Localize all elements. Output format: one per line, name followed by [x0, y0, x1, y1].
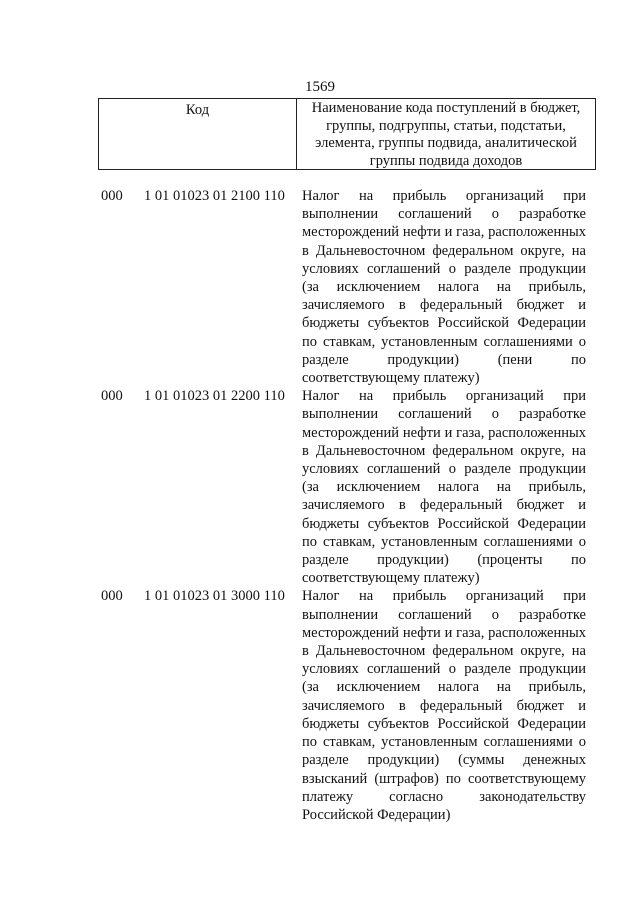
revenue-code: 1 01 01023 01 3000 110 — [144, 588, 285, 605]
header-name-line: Наименование кода поступлений в бюджет, — [311, 100, 581, 116]
description-line: зачисляемого в федеральный бюджет и — [302, 697, 586, 714]
description-line: платежу согласно законодательству — [302, 788, 586, 805]
header-name-line: элемента, группы подвида, аналитической — [315, 135, 577, 151]
header-name-label — [297, 99, 595, 169]
description-line: по ставкам, установленным соглашениями о — [302, 333, 586, 350]
description-line: бюджеты субъектов Российской Федерации — [302, 515, 586, 532]
description-line: соответствующему платежу) — [302, 370, 480, 387]
description-line: (за исключением налога на прибыль, — [302, 479, 586, 496]
description-line: (за исключением налога на прибыль, — [302, 279, 586, 296]
admin-code: 000 — [101, 388, 123, 405]
description-line: Налог на прибыль организаций при — [302, 588, 586, 605]
page-number: 1569 — [305, 79, 335, 95]
description-line: Налог на прибыль организаций при — [302, 188, 586, 204]
description-line: соответствующему платежу) — [302, 570, 480, 587]
description-line: выполнении соглашений о разработке — [302, 206, 586, 223]
revenue-description — [302, 587, 586, 824]
revenue-code: 1 01 01023 01 2100 110 — [144, 188, 285, 204]
header-name-line: группы подвида доходов — [369, 152, 523, 169]
description-line: бюджеты субъектов Российской Федерации — [302, 315, 586, 332]
description-line: зачисляемого в федеральный бюджет и — [302, 497, 586, 514]
description-line: условиях соглашений о разделе продукции — [302, 661, 586, 678]
code-rows — [0, 187, 640, 824]
description-line: Налог на прибыль организаций при — [302, 388, 586, 405]
description-line: месторождений нефти и газа, расположенных — [302, 224, 586, 241]
description-line: в Дальневосточном федеральном округе, на — [302, 643, 586, 660]
table-header — [98, 98, 596, 170]
description-line: условиях соглашений о разделе продукции — [302, 260, 586, 277]
header-code-label: Код — [99, 99, 297, 169]
table-row — [0, 387, 640, 587]
revenue-description — [302, 187, 586, 387]
header-name-line: группы, подгруппы, статьи, подстатьи, — [326, 117, 566, 134]
description-line: по ставкам, установленным соглашениями о — [302, 533, 586, 550]
description-line: выполнении соглашений о разработке — [302, 406, 586, 423]
admin-code: 000 — [101, 588, 123, 605]
description-line: в Дальневосточном федеральном округе, на — [302, 442, 586, 459]
description-line: месторождений нефти и газа, расположенных — [302, 624, 586, 641]
description-line: зачисляемого в федеральный бюджет и — [302, 297, 586, 314]
revenue-description — [302, 387, 586, 587]
description-line: Российской Федерации) — [302, 806, 451, 823]
revenue-code: 1 01 01023 01 2200 110 — [144, 388, 285, 405]
description-line: взысканий (штрафов) по соответствующему — [302, 770, 586, 787]
description-line: разделе продукции) (пени по — [302, 351, 586, 368]
table-row — [0, 187, 640, 387]
admin-code: 000 — [101, 188, 123, 204]
description-line: месторождений нефти и газа, расположенных — [302, 424, 586, 441]
description-line: разделе продукции) (суммы денежных — [302, 752, 586, 769]
description-line: разделе продукции) (проценты по — [302, 552, 586, 569]
description-line: бюджеты субъектов Российской Федерации — [302, 715, 586, 732]
description-line: (за исключением налога на прибыль, — [302, 679, 586, 696]
description-line: условиях соглашений о разделе продукции — [302, 461, 586, 478]
description-line: по ставкам, установленным соглашениями о — [302, 734, 586, 751]
description-line: в Дальневосточном федеральном округе, на — [302, 242, 586, 259]
table-row — [0, 587, 640, 824]
description-line: выполнении соглашений о разработке — [302, 606, 586, 623]
